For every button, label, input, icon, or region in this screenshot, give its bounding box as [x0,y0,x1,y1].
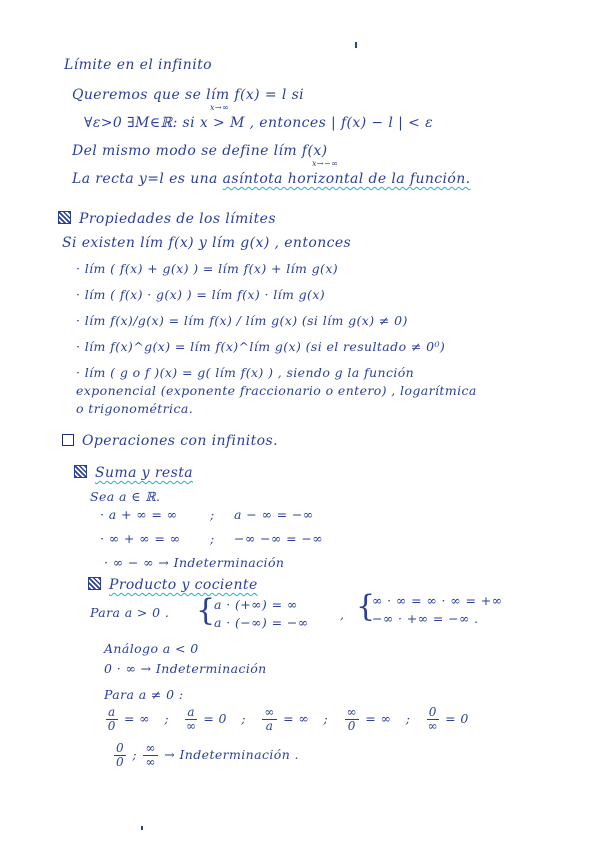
product-rule: ∞ · ∞ = ∞ · ∞ = +∞ [372,593,503,608]
product-rule: −∞ · +∞ = −∞ . [372,611,479,626]
product-heading: Producto y cociente [88,576,258,594]
property-item: · lím ( f(x) + g(x) ) = lím f(x) + lím g(x) [76,261,339,276]
product-rule: a · (−∞) = −∞ [214,615,309,630]
epsilon-condition: ∀ε>0 ∃M∈ℝ: si x > M , entonces | f(x) − l | < ε [84,115,433,131]
limit-definition-line: Queremos que se lím f(x) = l si x→∞ [72,86,304,104]
brace: { [356,589,376,624]
separator: ; [210,531,215,546]
quotient-indeterminate: $\frac{0}{0}$ ; $\frac{\infty}{\infty}$ → Indeterminación . [116,741,299,769]
ink-mark [141,826,143,830]
sum-rule: · ∞ + ∞ = ∞ [100,531,181,546]
sum-rule: · a + ∞ = ∞ [100,507,178,522]
ink-mark [355,42,357,48]
page-title: Límite en el infinito [64,57,212,73]
sum-rule: a − ∞ = −∞ [234,507,314,522]
minus-infinity-definition: Del mismo modo se define lím f(x) x→−∞ [72,142,328,160]
sum-rule: −∞ −∞ = −∞ [234,531,324,546]
property-item: · lím ( f(x) · g(x) ) = lím f(x) · lím g(x) [76,287,326,302]
properties-heading: Propiedades de los límites [58,210,276,228]
property-item: · lím f(x)^g(x) = lím f(x)^lím g(x) (si el resultado ≠ 0⁰) [76,339,446,354]
properties-intro: Si existen lím f(x) y lím g(x) , entonces [62,235,352,251]
fraction: $\frac{\infty}{0}$ [346,705,357,733]
checkbox-filled-icon [74,465,87,478]
operations-heading: Operaciones con infinitos. [62,432,278,450]
checkbox-empty-icon [62,434,74,446]
property-item: exponencial (exponente fraccionario o entero) , logarítmica [76,383,477,398]
property-item: o trigonométrica. [76,401,194,416]
property-item: · lím ( g o f )(x) = g( lím f(x) ) , siendo g la función [76,365,415,380]
analogous-negative: Análogo a < 0 [104,641,199,656]
product-rule: a · (+∞) = ∞ [214,597,298,612]
limit-subscript: x→∞ [210,103,230,112]
fraction: $\frac{a}{\infty}$ [185,705,197,733]
fraction: $\frac{\infty}{\infty}$ [145,741,156,769]
sum-heading: Suma y resta [74,464,193,482]
brace: { [196,593,216,628]
fraction: $\frac{0}{0}$ [116,741,125,769]
checkbox-filled-icon [88,577,101,590]
nonzero-case: Para a ≠ 0 : [104,687,184,702]
separator: ; [210,507,215,522]
fraction: $\frac{a}{0}$ [107,705,116,733]
sum-sea: Sea a ∈ ℝ. [90,489,161,504]
fraction: $\frac{\infty}{a}$ [264,705,275,733]
separator: , [340,607,345,622]
limit-subscript: x→−∞ [312,159,339,168]
product-indeterminate: 0 · ∞ → Indeterminación [104,661,267,676]
product-positive: Para a > 0 . [90,605,170,620]
checkbox-filled-icon [58,211,71,224]
property-item: · lím f(x)/g(x) = lím f(x) / lím g(x) (si lím g(x) ≠ 0) [76,313,408,328]
asymptote-line: La recta y=l es una asíntota horizontal de la función. [72,171,471,187]
quotient-rules: $\frac{a}{0}$ = ∞ ; $\frac{a}{\infty}$ = 0 ; $\frac{\infty}{a}$ = ∞ ; $\frac{\infty}{0}$ = ∞ ; $\frac{0}{\infty}$ = 0 [107,705,469,733]
fraction: $\frac{0}{\infty}$ [427,705,438,733]
asymptote-highlight: asíntota horizontal de la función. [222,171,471,187]
sum-indeterminate: · ∞ − ∞ → Indeterminación [104,555,285,570]
